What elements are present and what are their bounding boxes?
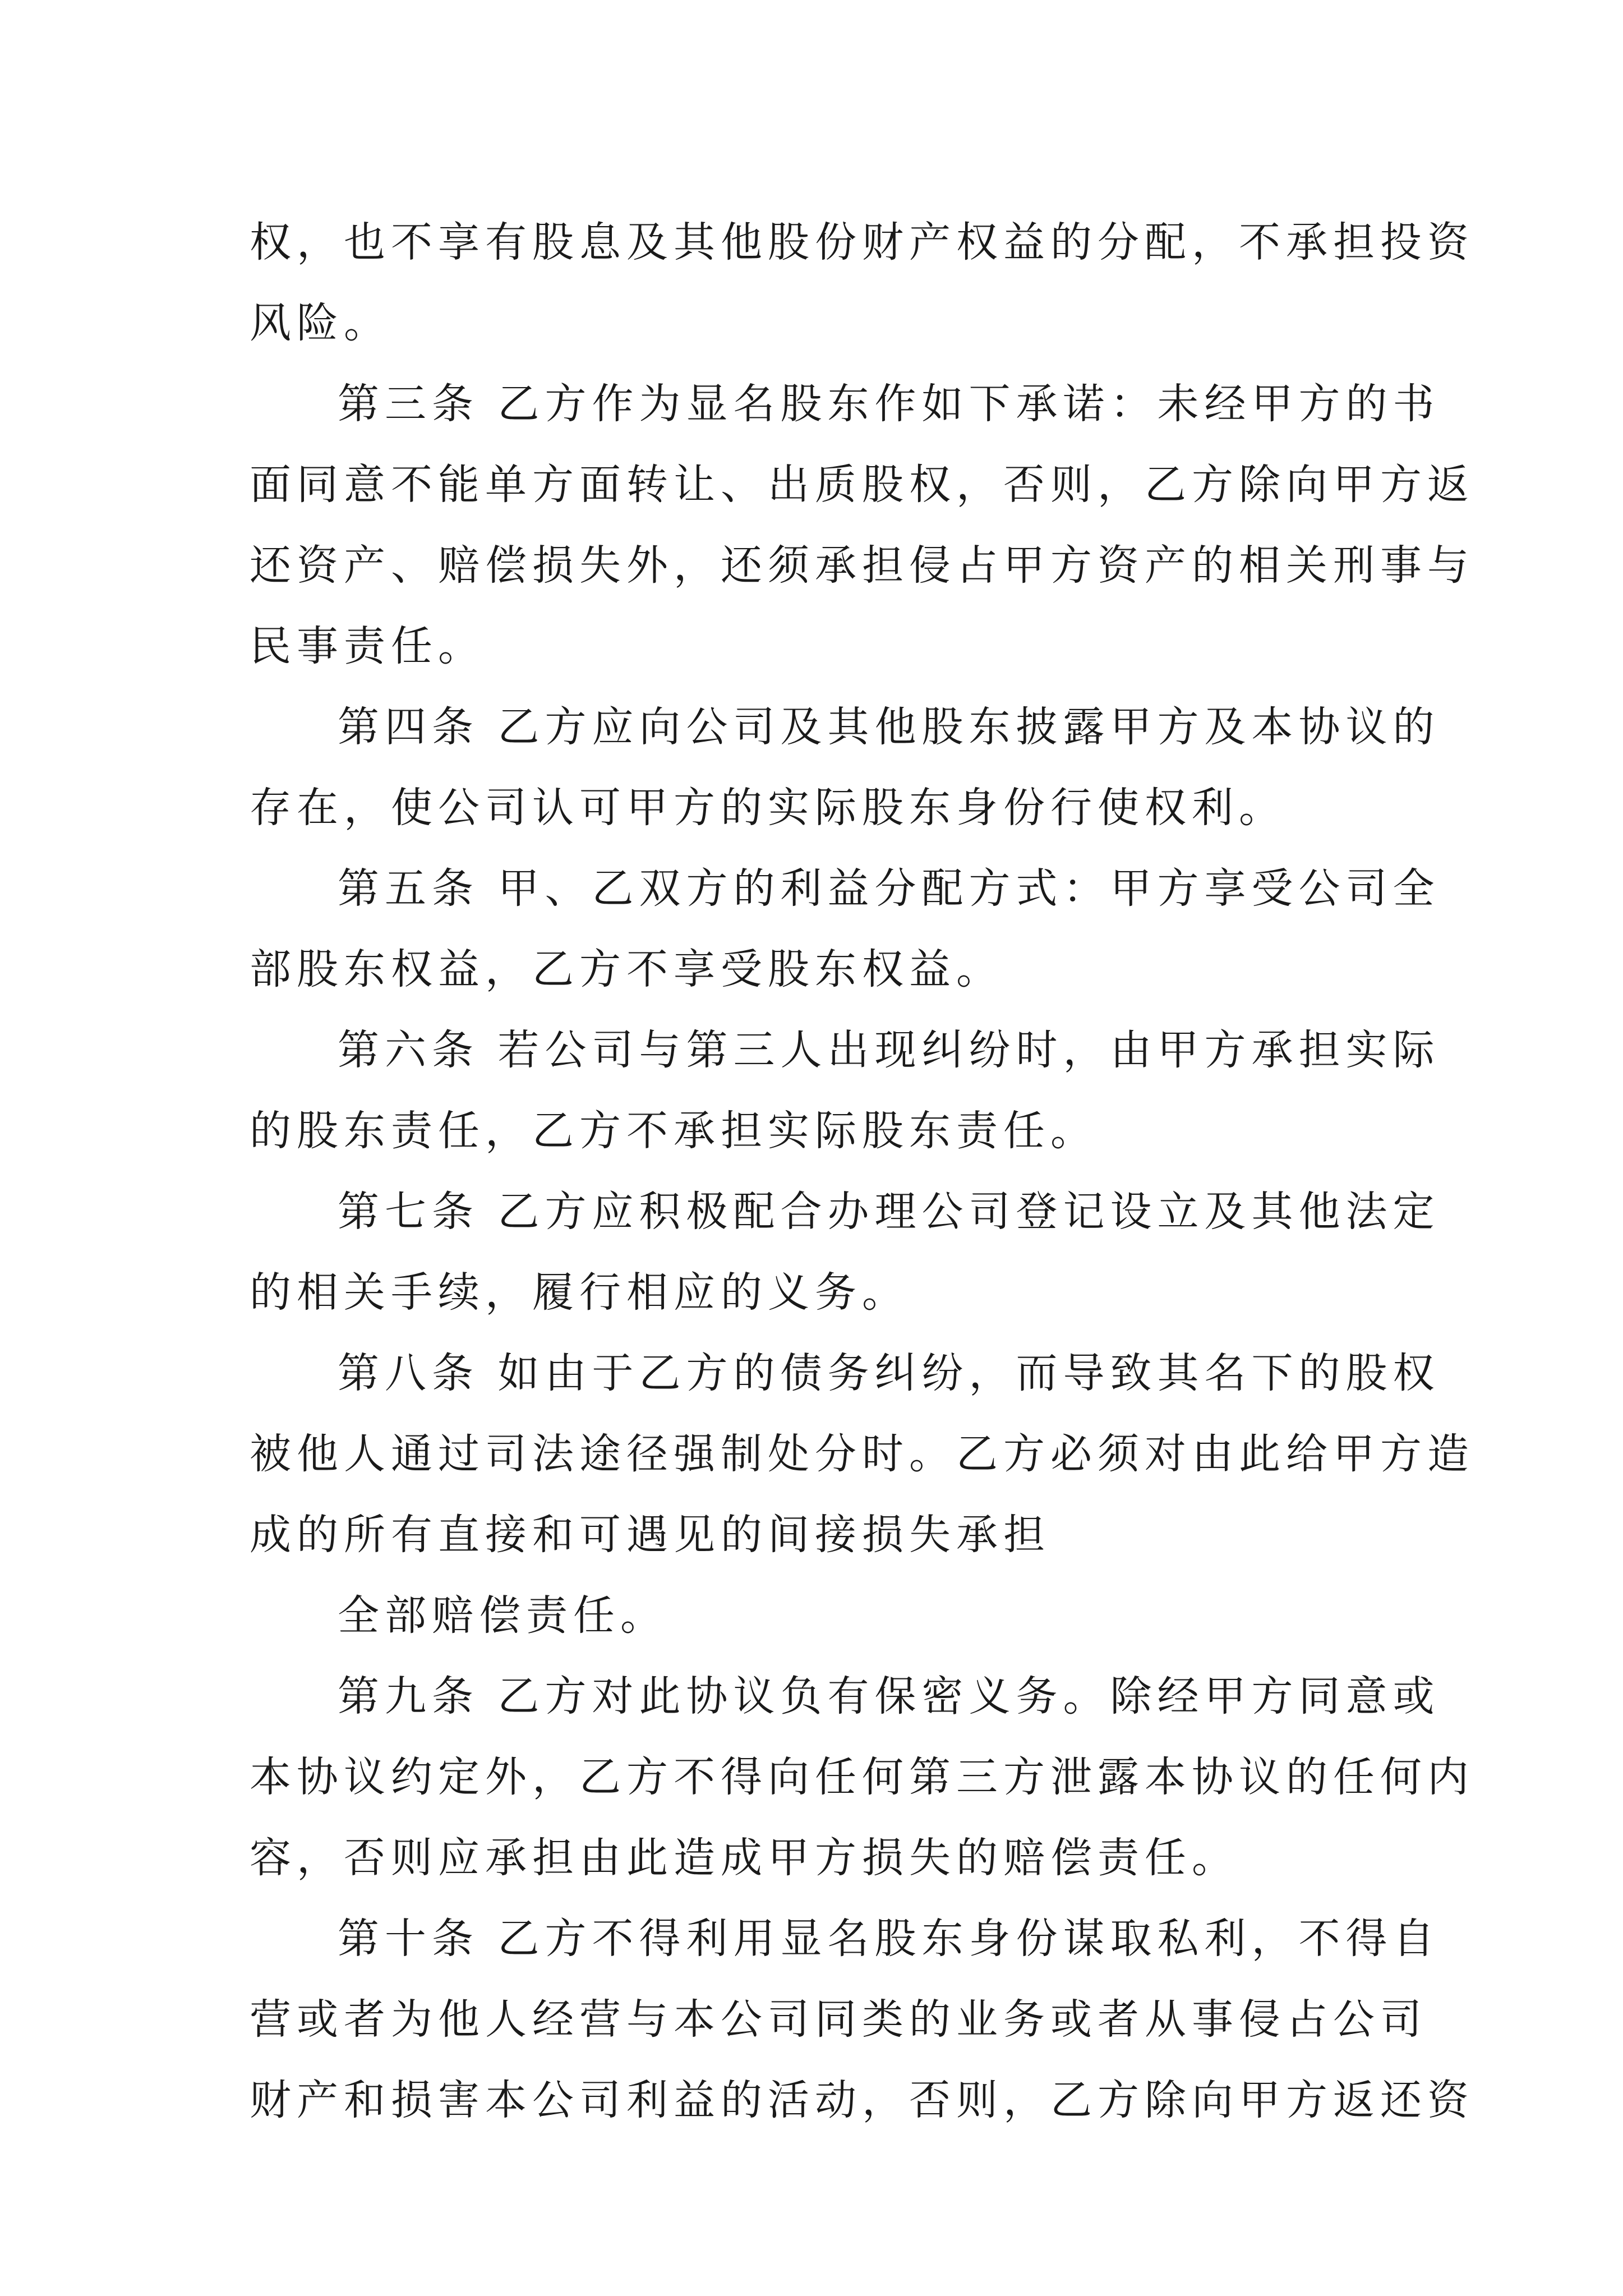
- text-line: 民事责任。: [250, 622, 485, 670]
- text-line: 财产和损害本公司利益的活动，否则，乙方除向甲方返还资: [250, 2076, 1474, 2124]
- text-line: 部股东权益，乙方不享受股东权益。: [250, 945, 1003, 993]
- text-line: 权，也不享有股息及其他股份财产权益的分配，不承担投资: [250, 218, 1474, 266]
- article-8-line: 第八条 如由于乙方的债务纠纷，而导致其名下的股权: [338, 1349, 1440, 1397]
- article-4-line: 第四条 乙方应向公司及其他股东披露甲方及本协议的: [338, 703, 1440, 751]
- article-3-line: 第三条 乙方作为显名股东作如下承诺：未经甲方的书: [338, 380, 1440, 428]
- text-line: 全部赔偿责任。: [338, 1591, 667, 1640]
- text-line: 营或者为他人经营与本公司同类的业务或者从事侵占公司: [250, 1995, 1427, 2044]
- text-line: 存在，使公司认可甲方的实际股东身份行使权利。: [250, 784, 1286, 832]
- text-line: 成的所有直接和可遇见的间接损失承担: [250, 1511, 1050, 1559]
- text-line: 的相关手续，履行相应的义务。: [250, 1268, 909, 1317]
- article-10-line: 第十条 乙方不得利用显名股东身份谋取私利，不得自: [338, 1915, 1440, 1963]
- document-body: [250, 202, 1474, 2141]
- text-line: 的股东责任，乙方不承担实际股东责任。: [250, 1107, 1098, 1155]
- text-line: 容，否则应承担由此造成甲方损失的赔偿责任。: [250, 1834, 1239, 1882]
- text-line: 被他人通过司法途径强制处分时。乙方必须对由此给甲方造: [250, 1430, 1474, 1478]
- article-9-line: 第九条 乙方对此协议负有保密义务。除经甲方同意或: [338, 1672, 1440, 1720]
- text-line: 本协议约定外，乙方不得向任何第三方泄露本协议的任何内: [250, 1753, 1474, 1801]
- text-line: 风险。: [250, 299, 391, 347]
- text-line: 面同意不能单方面转让、出质股权，否则，乙方除向甲方返: [250, 461, 1474, 509]
- text-line: 还资产、赔偿损失外，还须承担侵占甲方资产的相关刑事与: [250, 541, 1474, 590]
- article-5-line: 第五条 甲、乙双方的利益分配方式：甲方享受公司全: [338, 864, 1440, 913]
- article-6-line: 第六条 若公司与第三人出现纠纷时，由甲方承担实际: [338, 1026, 1440, 1074]
- article-7-line: 第七条 乙方应积极配合办理公司登记设立及其他法定: [338, 1188, 1440, 1236]
